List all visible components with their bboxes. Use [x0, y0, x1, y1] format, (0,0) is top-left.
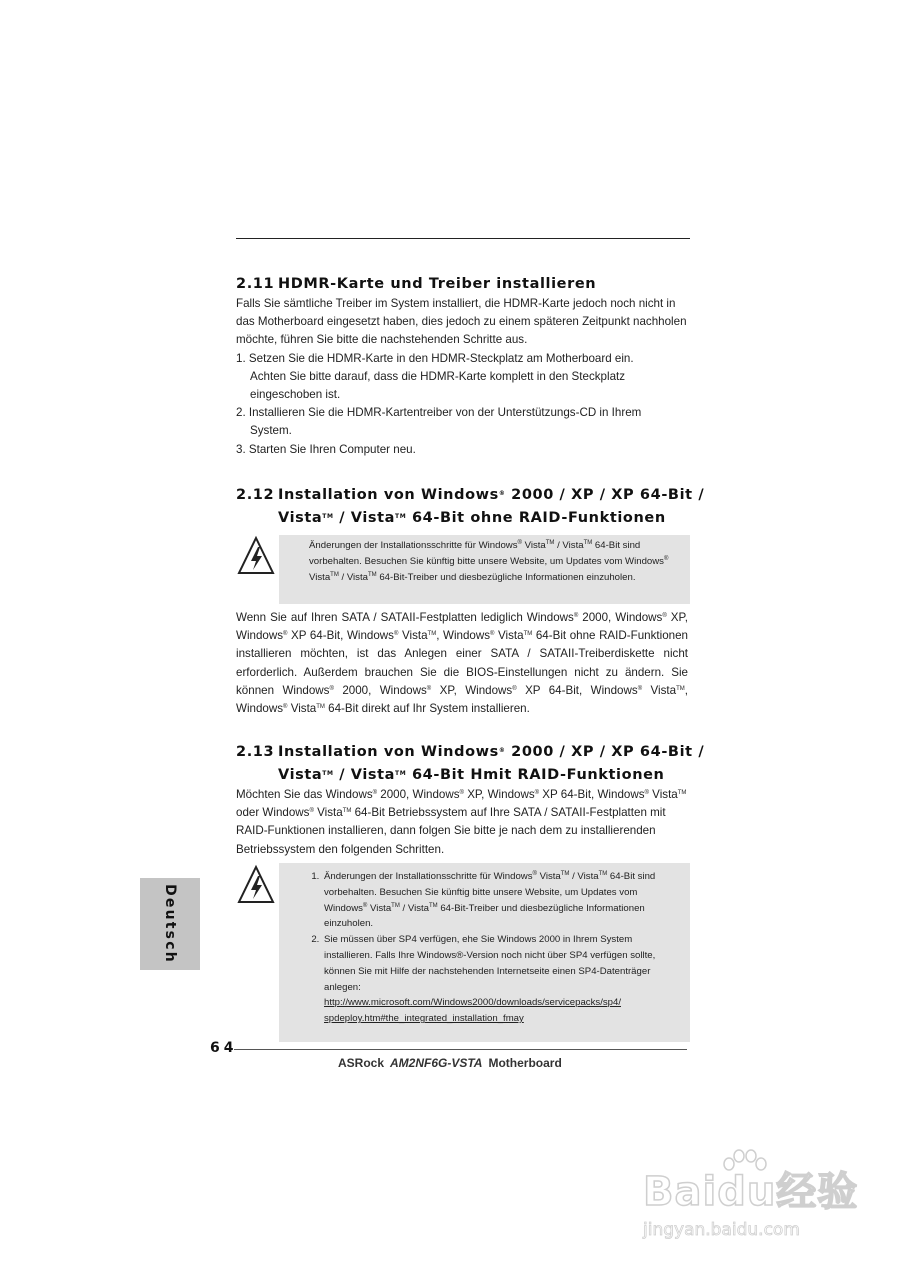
section-2-13-heading: [236, 741, 704, 787]
footer-model: AM2NF6G-VSTA: [390, 1056, 483, 1070]
section-title-line-2: Vista™ / Vista™ 64-Bit ohne RAID-Funktionen: [278, 510, 666, 526]
section-title-line-1: Installation von Windows® 2000 / XP / XP 64-Bit /: [278, 487, 705, 503]
vista-note: Änderungen der Installationsschritte für Windows® Vista™ / Vista™ 64-Bit sind vorbehalten. Besuchen Sie künftig bitte unsere Website, um Updates vom Windows® Vista™ / Vista™ 64-Bit-Treiber und diesbezügliche Informationen einzuholen.: [279, 535, 690, 604]
watermark-logo: Baidu经验: [643, 1169, 859, 1215]
page-number: 64: [210, 1040, 238, 1056]
step-3: 3. Starten Sie Ihren Computer neu.: [236, 442, 416, 456]
sp4-link[interactable]: http://www.microsoft.com/Windows2000/downloads/servicepacks/sp4/: [324, 997, 621, 1009]
footer-product: Motherboard: [488, 1056, 562, 1070]
language-side-tab: [140, 878, 200, 970]
section-title-line-2: Vista™ / Vista™ 64-Bit Hmit RAID-Funktionen: [278, 767, 665, 783]
section-2-12-body: Wenn Sie auf Ihren SATA / SATAII-Festplatten lediglich Windows® 2000, Windows® XP, Windows® XP 64-Bit, Windows® Vista™, Windows® Vista™ 64-Bit ohne RAID-Funktionen installieren möchten, ist das Anlegen einer SATA / SATAII-Treiberdiskette nicht erforderlich. Außerdem brauchen Sie die BIOS-Einstellungen nicht zu ändern. Sie können Windows® 2000, Windows® XP, Windows® XP 64-Bit, Windows® Vista™, Windows® Vista™ 64-Bit direkt auf Ihr System installieren.: [236, 611, 688, 716]
step-2: 2. Installieren Sie die HDMR-Kartentreiber von der Unterstützungs-CD in Ihrem: [236, 406, 642, 420]
top-rule: [236, 238, 690, 239]
section-title: HDMR-Karte und Treiber installieren: [278, 276, 597, 292]
section-number: 2.13: [236, 744, 275, 760]
section-number: 2.12: [236, 487, 275, 503]
side-tab-label: Deutsch: [162, 884, 178, 964]
bottom-rule: [234, 1049, 687, 1050]
step-1-continued: Achten Sie bitte darauf, dass die HDMR-Karte komplett in den Steckplatz eingeschoben ist.: [250, 369, 626, 402]
note-item-1: 1. Änderungen der Installationsschritte für Windows® Vista™ / Vista™ 64-Bit sind vorbehalten. Besuchen Sie künftig bitte unsere Website, um Updates vom Windows® Vista™ / Vista™ 64-Bit-Treiber und diesbezügliche Informationen einzuholen.: [322, 869, 676, 932]
section-title-line-1: Installation von Windows® 2000 / XP / XP 64-Bit /: [278, 744, 705, 760]
lightning-warning-icon: [236, 864, 276, 906]
footer-brand: ASRock: [338, 1056, 385, 1070]
lightning-warning-icon: [236, 535, 276, 577]
intro-paragraph: Falls Sie sämtliche Treiber im System installiert, die HDMR-Karte jedoch noch nicht in das Motherboard eingesetzt haben, dies jedoch zu einem späteren Zeitpunkt nachholen möchte, führen Sie bitte die nachstehenden Schritte aus.: [236, 297, 687, 347]
section-number: 2.11: [236, 276, 275, 292]
raid-notes: [279, 863, 690, 1042]
step-1: 1. Setzen Sie die HDMR-Karte in den HDMR-Steckplatz am Motherboard ein.: [236, 351, 634, 365]
section-2-13-body: Möchten Sie das Windows® 2000, Windows® XP, Windows® XP 64-Bit, Windows® Vista™ oder Windows® Vista™ 64-Bit Betriebssystem auf Ihre SATA / SATAII-Festplatten mit RAID-Funktionen installieren, dann folgen Sie bitte je nach dem zu installierenden Betriebssystem den folgenden Schritten.: [236, 788, 687, 856]
section-2-11-body: [236, 295, 696, 459]
footer: [338, 1056, 562, 1070]
section-2-12-heading: [236, 484, 704, 530]
watermark-url: jingyan.baidu.com: [643, 1220, 800, 1240]
note-item-2: [322, 932, 676, 1027]
step-2-continued: System.: [250, 424, 292, 438]
baidu-watermark: [643, 1148, 863, 1258]
sp4-note-text: Sie müssen über SP4 verfügen, ehe Sie Windows 2000 in Ihrem System installieren. Falls Ihre Windows®-Version noch nicht über SP4 verfügen sollte, können Sie mit Hilfe der nachstehenden Internetseite einen SP4-Datenträger anlegen:: [324, 934, 656, 993]
sp4-link-continued[interactable]: spdeploy.htm#the_integrated_installation_fmay: [324, 1013, 524, 1025]
section-2-11-heading: [236, 273, 596, 296]
